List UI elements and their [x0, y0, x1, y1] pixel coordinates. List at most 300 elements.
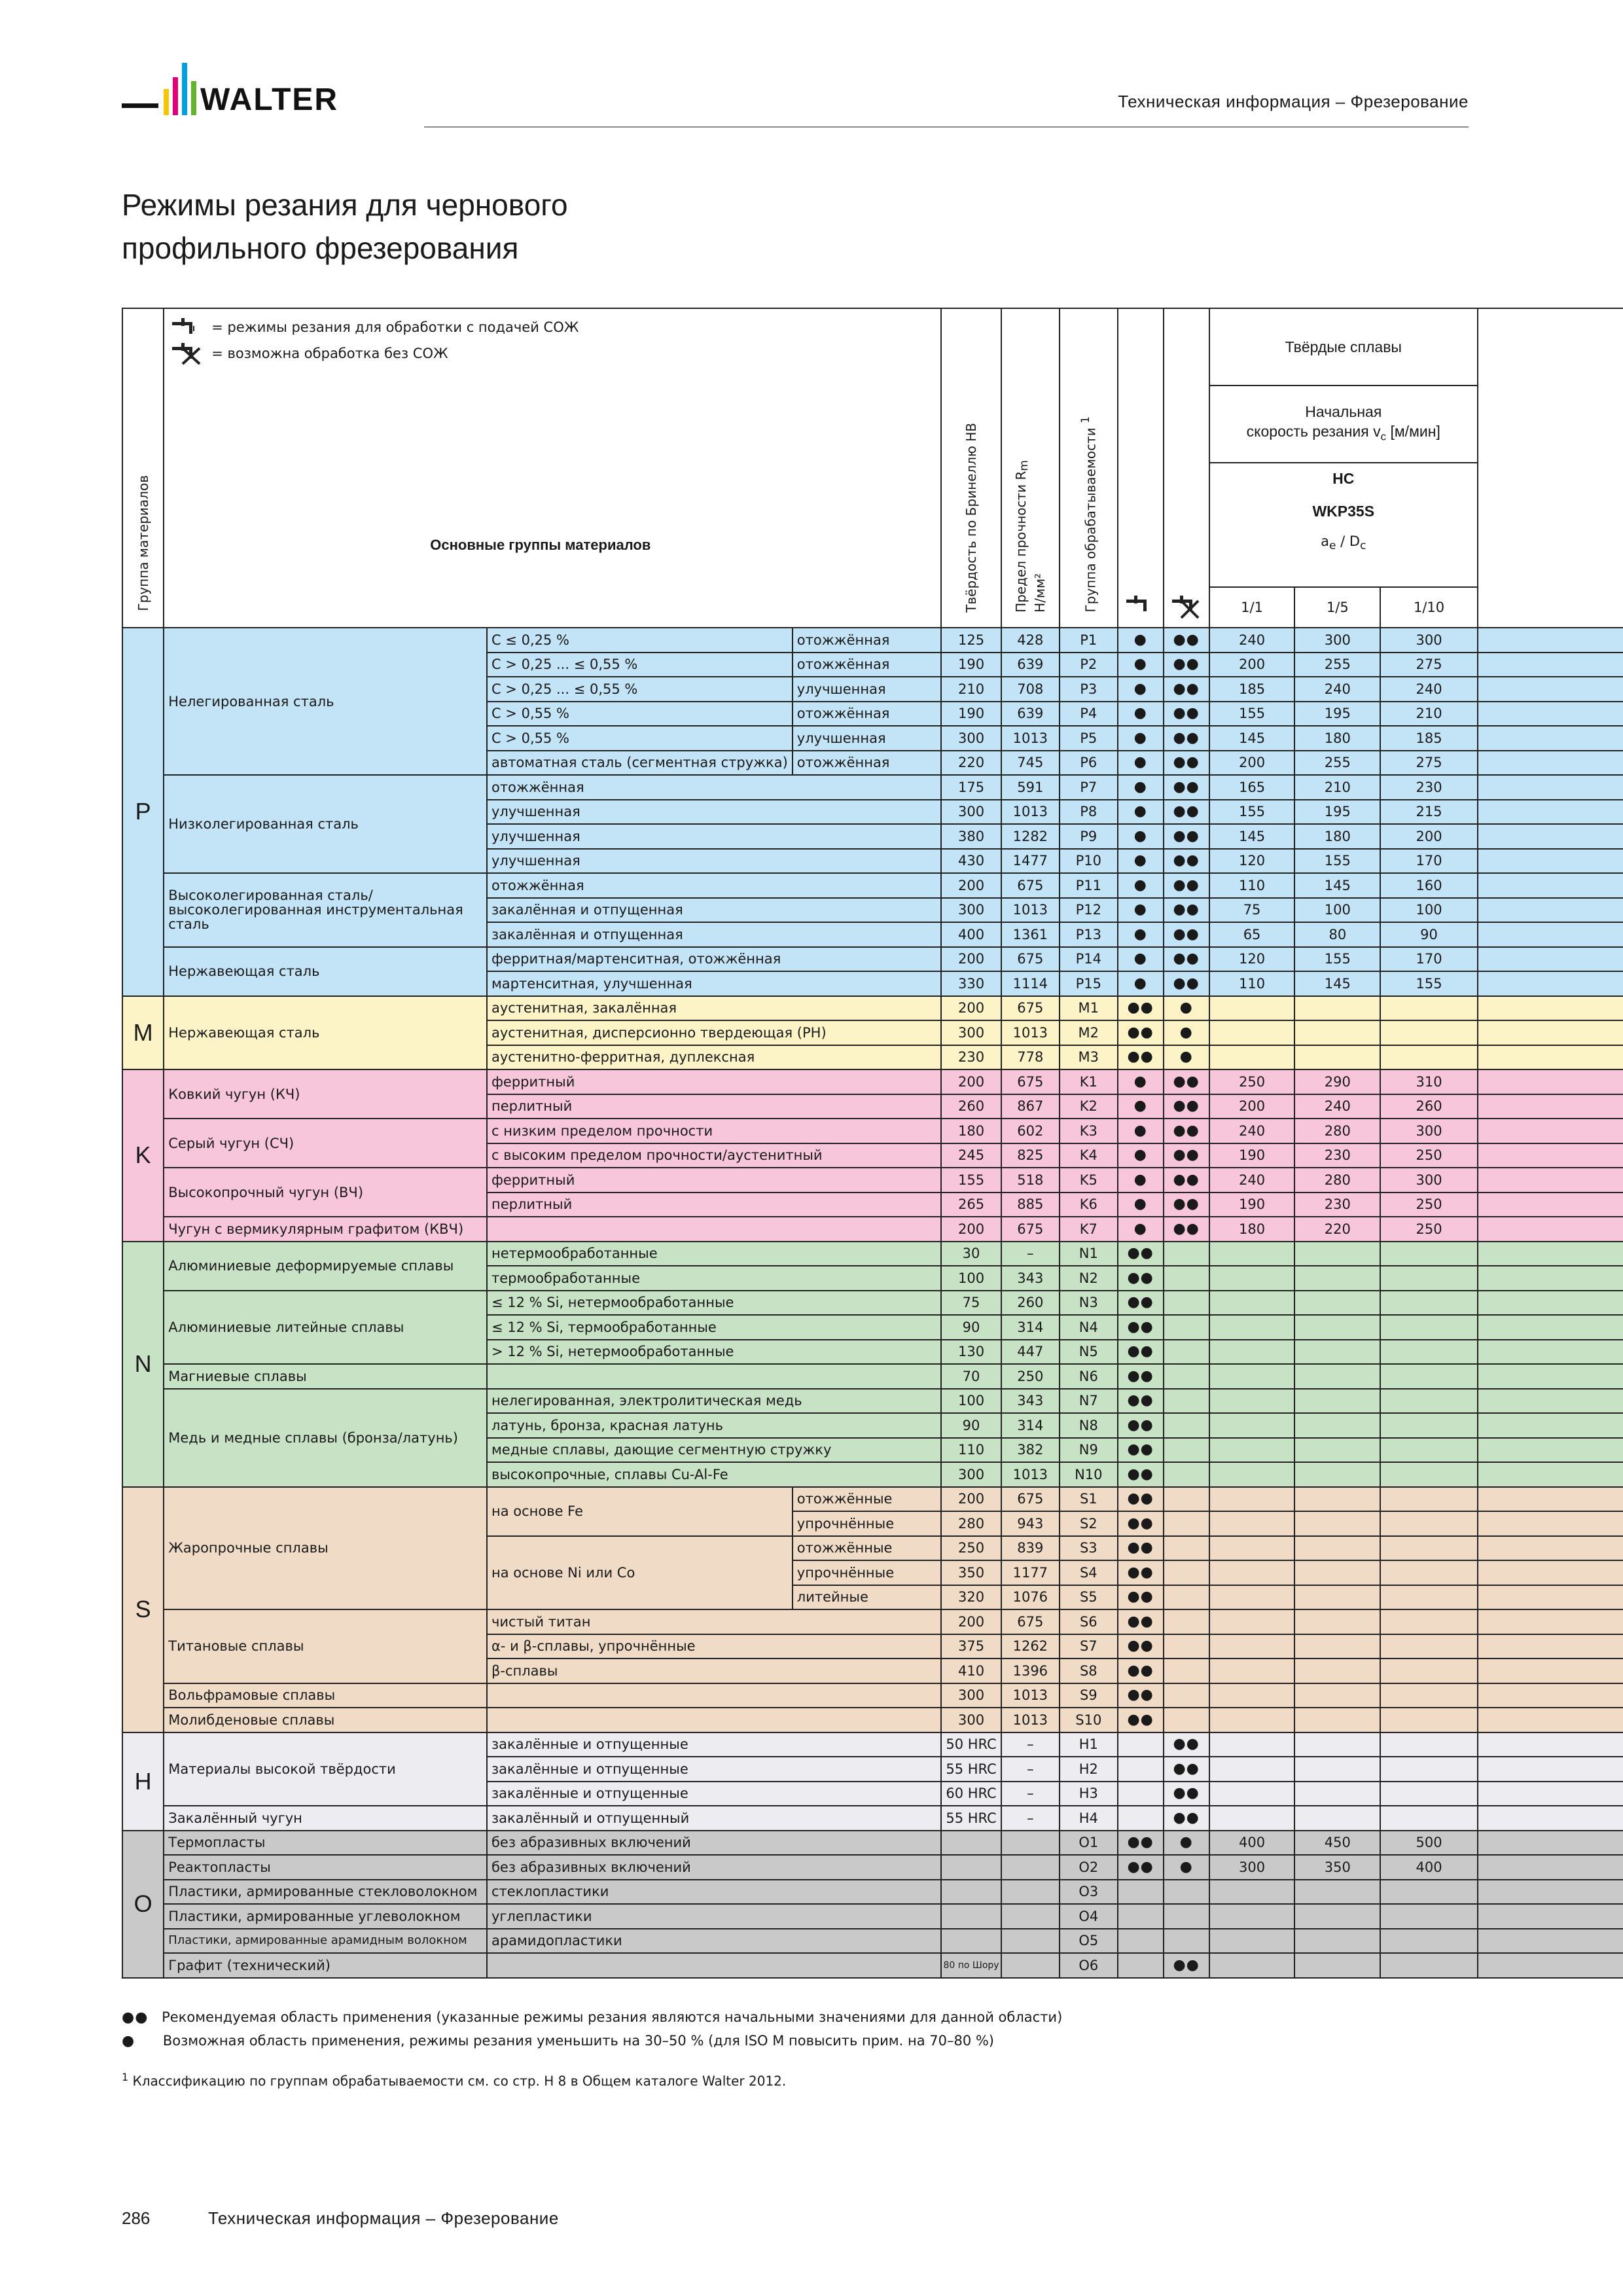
wet-suitability — [1118, 1880, 1164, 1905]
speed-1-10 — [1380, 1020, 1478, 1045]
speed-1-1 — [1209, 1806, 1295, 1831]
blank-column — [1478, 1094, 1623, 1119]
dry-suitability: ●● — [1164, 702, 1209, 726]
speed-1-5 — [1294, 1953, 1380, 1978]
legend-dry: = возможна обработка без СОЖ — [168, 342, 936, 365]
material-subgroup: улучшенная — [487, 824, 941, 849]
material-subgroup: закалённые и отпущенные — [487, 1782, 941, 1806]
wet-suitability: ●● — [1118, 1634, 1164, 1659]
machinability-group: H4 — [1060, 1806, 1118, 1831]
main-groups-header: Основные группы материалов — [430, 537, 651, 553]
hardness-value: 300 — [941, 1708, 1001, 1732]
material-name: Жаропрочные сплавы — [164, 1487, 487, 1610]
material-subgroup — [487, 1708, 941, 1732]
tensile-value: 867 — [1001, 1094, 1060, 1119]
dry-suitability — [1164, 1904, 1209, 1929]
speed-1-10 — [1380, 1929, 1478, 1954]
tensile-value: – — [1001, 1242, 1060, 1266]
table-row — [122, 628, 1623, 653]
machinability-group: S4 — [1060, 1560, 1118, 1585]
tensile-value: 675 — [1001, 1069, 1060, 1094]
speed-1-5: 210 — [1294, 775, 1380, 800]
speed-1-5 — [1294, 996, 1380, 1021]
speed-1-10: 250 — [1380, 1193, 1478, 1217]
material-subgroup: > 12 % Si, нетермообработанные — [487, 1340, 941, 1365]
speed-1-10: 230 — [1380, 775, 1478, 800]
material-subgroup: перлитный — [487, 1094, 941, 1119]
carbides-header: Твёрдые сплавы — [1209, 308, 1478, 386]
hardness-value: 260 — [941, 1094, 1001, 1119]
machinability-group: N5 — [1060, 1340, 1118, 1365]
speed-1-1 — [1209, 1045, 1295, 1070]
machinability-group: P8 — [1060, 800, 1118, 825]
blank-column — [1478, 1634, 1623, 1659]
speed-1-10 — [1380, 1953, 1478, 1978]
speed-1-10 — [1380, 1904, 1478, 1929]
speed-1-5 — [1294, 1020, 1380, 1045]
page-title-line2: профильного фрезерования — [122, 231, 519, 265]
material-subgroup: C > 0,55 % — [487, 726, 793, 751]
material-subgroup: нелегированная, электролитическая медь — [487, 1389, 941, 1414]
tensile-value: 314 — [1001, 1413, 1060, 1438]
hardness-value: 125 — [941, 628, 1001, 653]
wet-suitability: ●● — [1118, 1291, 1164, 1316]
wet-suitability: ●● — [1118, 996, 1164, 1021]
speed-1-1: 240 — [1209, 628, 1295, 653]
footer-section: Техническая информация – Фрезерование — [208, 2208, 559, 2228]
table-row — [122, 1364, 1623, 1389]
dry-suitability — [1164, 1683, 1209, 1708]
machinability-group: K4 — [1060, 1143, 1118, 1168]
speed-1-5 — [1294, 1340, 1380, 1365]
speed-1-10 — [1380, 1487, 1478, 1512]
speed-1-10 — [1380, 1806, 1478, 1831]
tensile-value: 885 — [1001, 1193, 1060, 1217]
material-subgroup: C > 0,55 % — [487, 702, 793, 726]
material-name: Нелегированная сталь — [164, 628, 487, 775]
tensile-value: 943 — [1001, 1511, 1060, 1536]
blank-column — [1478, 1536, 1623, 1561]
speed-1-10 — [1380, 1389, 1478, 1414]
material-name: Магниевые сплавы — [164, 1364, 487, 1389]
hardness-value: 330 — [941, 971, 1001, 996]
material-subgroup: α- и β-сплавы, упрочнённые — [487, 1634, 941, 1659]
speed-1-1: 200 — [1209, 1094, 1295, 1119]
material-name: Реактопласты — [164, 1855, 487, 1880]
speed-1-1 — [1209, 1659, 1295, 1683]
dry-suitability — [1164, 1315, 1209, 1340]
machinability-group: N3 — [1060, 1291, 1118, 1316]
footnote: $^1$ Классификацию по группам обрабатываемости см. со стр. H 8 в Общем каталоге Walter 2012. — [122, 2071, 787, 2089]
speed-1-1: 180 — [1209, 1217, 1295, 1242]
speed-1-1: 75 — [1209, 898, 1295, 923]
speed-1-5: 180 — [1294, 824, 1380, 849]
dry-suitability: ● — [1164, 1831, 1209, 1856]
material-condition: отожжённая — [793, 628, 942, 653]
material-name: Титановые сплавы — [164, 1609, 487, 1683]
speed-1-1: 155 — [1209, 800, 1295, 825]
tensile-value — [1001, 1880, 1060, 1905]
wet-suitability: ● — [1118, 947, 1164, 972]
table-row — [122, 1880, 1623, 1905]
material-subgroup — [487, 1364, 941, 1389]
material-name: Низколегированная сталь — [164, 775, 487, 873]
hardness-value: 200 — [941, 1217, 1001, 1242]
blank-column — [1478, 971, 1623, 996]
speed-1-1 — [1209, 1413, 1295, 1438]
hardness-value: 410 — [941, 1659, 1001, 1683]
machinability-group: H3 — [1060, 1782, 1118, 1806]
wet-suitability: ● — [1118, 824, 1164, 849]
material-condition: отожжённые — [793, 1536, 942, 1561]
table-row — [122, 1929, 1623, 1954]
speed-1-10 — [1380, 1732, 1478, 1757]
material-group-letter: P — [122, 628, 164, 996]
speed-1-10 — [1380, 1438, 1478, 1463]
speed-1-5 — [1294, 1732, 1380, 1757]
material-group-letter: K — [122, 1069, 164, 1242]
dry-suitability — [1164, 1536, 1209, 1561]
speed-1-10 — [1380, 996, 1478, 1021]
wet-suitability: ● — [1118, 1193, 1164, 1217]
tensile-value: 1114 — [1001, 971, 1060, 996]
speed-1-5: 280 — [1294, 1119, 1380, 1143]
blank-column — [1478, 898, 1623, 923]
hardness-value: 300 — [941, 1020, 1001, 1045]
machinability-group: K2 — [1060, 1094, 1118, 1119]
material-name: Термопласты — [164, 1831, 487, 1856]
dry-suitability: ●● — [1164, 800, 1209, 825]
machinability-group: P3 — [1060, 677, 1118, 702]
brand-name: WALTER — [200, 82, 339, 117]
dry-suitability: ●● — [1164, 628, 1209, 653]
blank-column — [1478, 1340, 1623, 1365]
tensile-value: 1477 — [1001, 849, 1060, 874]
material-subgroup: ферритная/мартенситная, отожжённая — [487, 947, 941, 972]
hardness-value — [941, 1904, 1001, 1929]
table-body — [122, 628, 1623, 1978]
blank-column — [1478, 1315, 1623, 1340]
speed-1-5 — [1294, 1266, 1380, 1291]
wet-suitability: ●● — [1118, 1045, 1164, 1070]
dry-suitability — [1164, 1511, 1209, 1536]
blank-column — [1478, 922, 1623, 947]
speed-1-5 — [1294, 1806, 1380, 1831]
machinability-group: P15 — [1060, 971, 1118, 996]
hardness-value: 380 — [941, 824, 1001, 849]
speed-1-10: 310 — [1380, 1069, 1478, 1094]
tensile-value: 639 — [1001, 653, 1060, 677]
tensile-value: 428 — [1001, 628, 1060, 653]
tensile-value: 675 — [1001, 1609, 1060, 1634]
material-subgroup: закалённые и отпущенные — [487, 1757, 941, 1782]
blank-column — [1478, 1217, 1623, 1242]
speed-1-5 — [1294, 1683, 1380, 1708]
material-condition: упрочнённые — [793, 1560, 942, 1585]
tensile-value: 1013 — [1001, 1708, 1060, 1732]
speed-1-10 — [1380, 1413, 1478, 1438]
wet-suitability — [1118, 1904, 1164, 1929]
machinability-group: N1 — [1060, 1242, 1118, 1266]
speed-1-5 — [1294, 1315, 1380, 1340]
tensile-value: 447 — [1001, 1340, 1060, 1365]
cutting-data-table — [122, 308, 1623, 1979]
legend-header — [164, 308, 941, 628]
blank-column — [1478, 1511, 1623, 1536]
blank-column — [1478, 1364, 1623, 1389]
ratio-3-header: 1/10 — [1380, 587, 1478, 628]
dry-suitability: ●● — [1164, 1217, 1209, 1242]
wet-suitability: ● — [1118, 1119, 1164, 1143]
blank-column — [1478, 1462, 1623, 1487]
speed-1-1 — [1209, 1560, 1295, 1585]
speed-1-5 — [1294, 1904, 1380, 1929]
blank-column — [1478, 1782, 1623, 1806]
table-row — [122, 1291, 1623, 1316]
machinability-group: N8 — [1060, 1413, 1118, 1438]
speed-1-1: 300 — [1209, 1855, 1295, 1880]
wet-column-header — [1118, 587, 1164, 628]
hardness-value: 130 — [941, 1340, 1001, 1365]
hardness-value: 175 — [941, 775, 1001, 800]
wet-suitability: ●● — [1118, 1340, 1164, 1365]
wet-suitability — [1118, 1953, 1164, 1978]
speed-1-5 — [1294, 1389, 1380, 1414]
speed-1-1 — [1209, 1904, 1295, 1929]
table-row — [122, 996, 1623, 1021]
tensile-value: 639 — [1001, 702, 1060, 726]
blank-column — [1478, 1438, 1623, 1463]
legend-recommended: ●● Рекомендуемая область применения (указанные режимы резания являются начальными значениями для данной области) — [122, 2009, 1063, 2026]
table-row — [122, 1242, 1623, 1266]
speed-1-1: 110 — [1209, 873, 1295, 898]
speed-1-5: 290 — [1294, 1069, 1380, 1094]
wet-suitability: ● — [1118, 922, 1164, 947]
dry-suitability: ●● — [1164, 1782, 1209, 1806]
wet-suitability: ● — [1118, 1168, 1164, 1193]
hardness-value: 300 — [941, 898, 1001, 923]
machinability-group: P6 — [1060, 751, 1118, 776]
hardness-value: 60 HRC — [941, 1782, 1001, 1806]
table-row — [122, 1732, 1623, 1757]
machinability-group: K6 — [1060, 1193, 1118, 1217]
wet-suitability — [1118, 1806, 1164, 1831]
material-subgroup: без абразивных включений — [487, 1855, 941, 1880]
speed-1-10: 160 — [1380, 873, 1478, 898]
speed-1-5: 300 — [1294, 628, 1380, 653]
material-group-letter: M — [122, 996, 164, 1070]
blank-column — [1478, 1929, 1623, 1954]
wet-suitability — [1118, 1782, 1164, 1806]
machinability-group: N6 — [1060, 1364, 1118, 1389]
wet-suitability: ● — [1118, 775, 1164, 800]
hardness-value: 200 — [941, 947, 1001, 972]
speed-1-1 — [1209, 996, 1295, 1021]
hardness-header: Твёрдость по Бринеллю HB — [941, 308, 1001, 628]
coolant-tap-icon — [168, 317, 207, 338]
speed-1-10: 90 — [1380, 922, 1478, 947]
speed-1-5 — [1294, 1413, 1380, 1438]
speed-1-5 — [1294, 1438, 1380, 1463]
machinability-group: K1 — [1060, 1069, 1118, 1094]
hardness-value: 100 — [941, 1389, 1001, 1414]
wet-suitability: ●● — [1118, 1831, 1164, 1856]
machinability-group: P12 — [1060, 898, 1118, 923]
dry-suitability: ●● — [1164, 1094, 1209, 1119]
material-subgroup: арамидопластики — [487, 1929, 941, 1954]
material-name: Молибденовые сплавы — [164, 1708, 487, 1732]
tensile-value: 314 — [1001, 1315, 1060, 1340]
speed-1-1 — [1209, 1340, 1295, 1365]
hardness-value: 220 — [941, 751, 1001, 776]
material-name: Чугун с вермикулярным графитом (КВЧ) — [164, 1217, 487, 1242]
machinability-group: M1 — [1060, 996, 1118, 1021]
page-title — [122, 183, 1038, 270]
dry-suitability: ●● — [1164, 824, 1209, 849]
material-condition: упрочнённые — [793, 1511, 942, 1536]
ratio-1-header: 1/1 — [1209, 587, 1295, 628]
speed-1-10: 300 — [1380, 1168, 1478, 1193]
speed-1-5: 195 — [1294, 702, 1380, 726]
hardness-value: 320 — [941, 1585, 1001, 1610]
speed-1-5 — [1294, 1364, 1380, 1389]
material-condition: отожжённые — [793, 1487, 942, 1512]
wet-suitability: ●● — [1118, 1511, 1164, 1536]
material-name: Ковкий чугун (КЧ) — [164, 1069, 487, 1119]
hardness-value: 250 — [941, 1536, 1001, 1561]
blank-column — [1478, 628, 1623, 653]
speed-1-5 — [1294, 1560, 1380, 1585]
single-dot-icon: ● — [122, 2033, 135, 2049]
speed-1-1: 250 — [1209, 1069, 1295, 1094]
hardness-value: 155 — [941, 1168, 1001, 1193]
wet-suitability: ● — [1118, 898, 1164, 923]
material-condition: улучшенная — [793, 677, 942, 702]
speed-1-1 — [1209, 1364, 1295, 1389]
machinability-group: N10 — [1060, 1462, 1118, 1487]
blank-column — [1478, 1831, 1623, 1856]
hardness-value: 180 — [941, 1119, 1001, 1143]
speed-1-10 — [1380, 1708, 1478, 1732]
dry-suitability: ●● — [1164, 653, 1209, 677]
speed-1-10 — [1380, 1634, 1478, 1659]
blank-column — [1478, 726, 1623, 751]
speed-1-10 — [1380, 1511, 1478, 1536]
speed-1-10: 300 — [1380, 628, 1478, 653]
table-row — [122, 1217, 1623, 1242]
speed-1-10: 250 — [1380, 1217, 1478, 1242]
hardness-value: 300 — [941, 726, 1001, 751]
material-subgroup: на основе Fe — [487, 1487, 793, 1536]
hardness-value: 70 — [941, 1364, 1001, 1389]
hardness-value — [941, 1855, 1001, 1880]
machinability-group: K3 — [1060, 1119, 1118, 1143]
tensile-value — [1001, 1929, 1060, 1954]
blank-column — [1478, 1806, 1623, 1831]
machinability-group: P9 — [1060, 824, 1118, 849]
table-row — [122, 775, 1623, 800]
tensile-value: 250 — [1001, 1364, 1060, 1389]
blank-column — [1478, 702, 1623, 726]
material-subgroup — [487, 1953, 941, 1978]
material-name: Вольфрамовые сплавы — [164, 1683, 487, 1708]
blank-column — [1478, 824, 1623, 849]
speed-1-5 — [1294, 1659, 1380, 1683]
tensile-value: 778 — [1001, 1045, 1060, 1070]
dry-suitability — [1164, 1364, 1209, 1389]
speed-1-10: 260 — [1380, 1094, 1478, 1119]
speed-1-5: 255 — [1294, 751, 1380, 776]
speed-1-5: 230 — [1294, 1193, 1380, 1217]
material-subgroup: аустенитная, закалённая — [487, 996, 941, 1021]
material-subgroup: чистый титан — [487, 1609, 941, 1634]
wet-suitability: ● — [1118, 628, 1164, 653]
speed-1-5 — [1294, 1880, 1380, 1905]
machinability-group: P14 — [1060, 947, 1118, 972]
machinability-group: N7 — [1060, 1389, 1118, 1414]
material-subgroup: β-сплавы — [487, 1659, 941, 1683]
blank-column — [1478, 1609, 1623, 1634]
speed-1-1: 200 — [1209, 751, 1295, 776]
material-subgroup: латунь, бронза, красная латунь — [487, 1413, 941, 1438]
speed-1-1 — [1209, 1536, 1295, 1561]
speed-1-10 — [1380, 1560, 1478, 1585]
wet-suitability: ●● — [1118, 1487, 1164, 1512]
hardness-value: 300 — [941, 1683, 1001, 1708]
material-subgroup: с низким пределом прочности — [487, 1119, 941, 1143]
material-name: Высоколегированная сталь/высоколегированная инструментальная сталь — [164, 873, 487, 947]
material-name: Алюминиевые деформируемые сплавы — [164, 1242, 487, 1291]
dry-suitability: ●● — [1164, 726, 1209, 751]
tensile-value: 602 — [1001, 1119, 1060, 1143]
wet-suitability: ●● — [1118, 1315, 1164, 1340]
wet-suitability: ●● — [1118, 1855, 1164, 1880]
coolant-tap-icon — [1122, 593, 1159, 619]
speed-header: Начальная скорость резания $v_c$ [м/мин] — [1209, 386, 1478, 463]
material-subgroup: ≤ 12 % Si, термообработанные — [487, 1315, 941, 1340]
hardness-value: 300 — [941, 800, 1001, 825]
tensile-value — [1001, 1953, 1060, 1978]
hardness-value: 230 — [941, 1045, 1001, 1070]
wet-suitability: ●● — [1118, 1389, 1164, 1414]
dry-suitability: ●● — [1164, 1732, 1209, 1757]
wet-suitability: ● — [1118, 702, 1164, 726]
material-subgroup: улучшенная — [487, 849, 941, 874]
table-row — [122, 1708, 1623, 1732]
hardness-value: 200 — [941, 1487, 1001, 1512]
speed-1-5: 180 — [1294, 726, 1380, 751]
tensile-value: 591 — [1001, 775, 1060, 800]
speed-1-10 — [1380, 1536, 1478, 1561]
speed-1-5 — [1294, 1782, 1380, 1806]
material-subgroup: C > 0,25 ... ≤ 0,55 % — [487, 653, 793, 677]
hardness-value: 200 — [941, 873, 1001, 898]
machinability-group: P5 — [1060, 726, 1118, 751]
material-subgroup: с высоким пределом прочности/аустенитный — [487, 1143, 941, 1168]
tensile-value: 825 — [1001, 1143, 1060, 1168]
speed-1-5: 280 — [1294, 1168, 1380, 1193]
material-subgroup: аустенитно-ферритная, дуплексная — [487, 1045, 941, 1070]
hardness-value: 375 — [941, 1634, 1001, 1659]
speed-1-5: 155 — [1294, 849, 1380, 874]
material-subgroup — [487, 1217, 941, 1242]
machinability-group: M3 — [1060, 1045, 1118, 1070]
wet-suitability: ●● — [1118, 1585, 1164, 1610]
material-subgroup: закалённые и отпущенные — [487, 1732, 941, 1757]
dry-suitability: ● — [1164, 996, 1209, 1021]
speed-1-1 — [1209, 1315, 1295, 1340]
machinability-group: N4 — [1060, 1315, 1118, 1340]
